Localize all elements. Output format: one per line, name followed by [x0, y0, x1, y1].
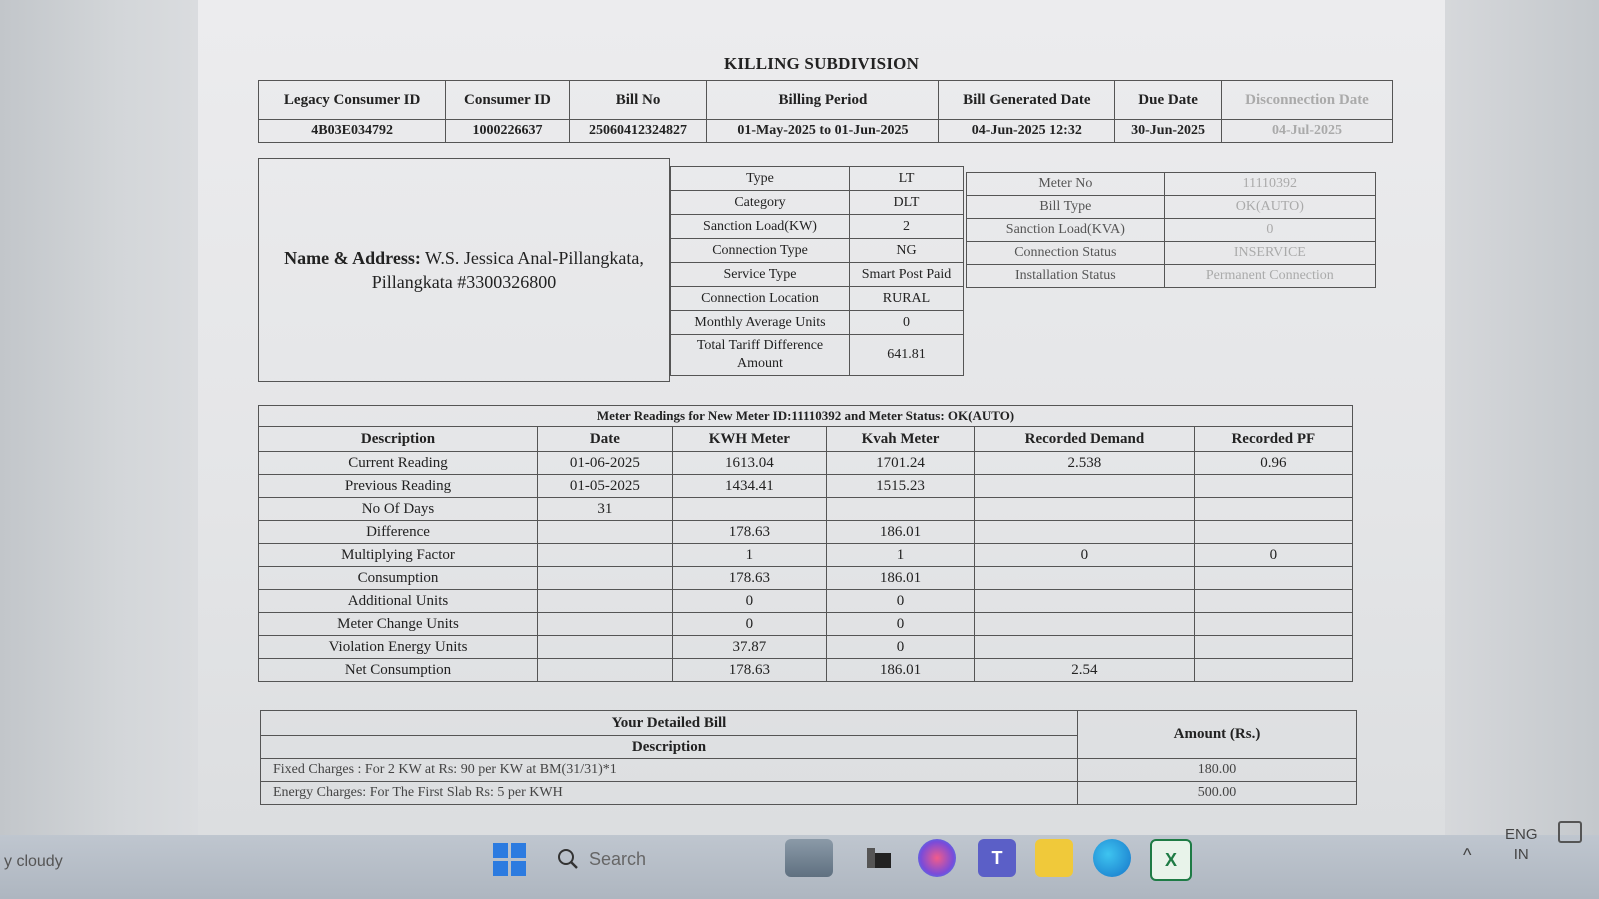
legacy-consumer-id: 4B03E034792: [259, 120, 446, 143]
meter-cell: [538, 613, 673, 636]
meter-row: [259, 590, 1353, 613]
meter-cell: 2.538: [975, 452, 1194, 475]
language-indicator[interactable]: [1505, 825, 1538, 865]
name-address-label: Name & Address:: [284, 248, 421, 268]
col-disconnection-date: Disconnection Date: [1221, 81, 1392, 120]
left-background: [0, 0, 198, 835]
meter-cell: Violation Energy Units: [259, 636, 538, 659]
meter-cell: [1194, 590, 1352, 613]
meter-cell: [1194, 659, 1352, 682]
description-header: Description: [261, 736, 1078, 759]
meter-info-label: Meter No: [967, 173, 1165, 196]
edge-icon[interactable]: [1093, 839, 1131, 877]
meter-cell: [826, 498, 974, 521]
info-label: Connection Type: [671, 239, 850, 263]
connection-info-table: [670, 166, 964, 376]
meter-cell: 186.01: [826, 659, 974, 682]
meter-cell: Net Consumption: [259, 659, 538, 682]
bill-generated-date: 04-Jun-2025 12:32: [939, 120, 1115, 143]
meter-cell: Previous Reading: [259, 475, 538, 498]
meter-info-value: OK(AUTO): [1164, 196, 1375, 219]
meter-cell: 1434.41: [672, 475, 826, 498]
meter-cell: [1194, 498, 1352, 521]
meter-cell: [1194, 613, 1352, 636]
col-bill-generated-date: Bill Generated Date: [939, 81, 1115, 120]
meter-cell: [975, 475, 1194, 498]
meter-row: [259, 521, 1353, 544]
meter-cell: [975, 567, 1194, 590]
meter-cell: 0: [672, 590, 826, 613]
info-value: DLT: [850, 191, 964, 215]
name-address-line2: Pillangkata #3300326800: [371, 272, 557, 292]
bill-header-table: [258, 80, 1393, 143]
consumer-id: 1000226637: [446, 120, 569, 143]
name-address-box: [258, 158, 670, 382]
meter-col-date: Date: [538, 427, 673, 452]
info-label: Sanction Load(KW): [671, 215, 850, 239]
meter-cell: 1701.24: [826, 452, 974, 475]
taskbar: [0, 826, 1599, 899]
meter-cell: Multiplying Factor: [259, 544, 538, 567]
meter-row: [259, 475, 1353, 498]
info-label: Category: [671, 191, 850, 215]
info-value: LT: [850, 167, 964, 191]
meter-cell: [538, 567, 673, 590]
meter-info-label: Sanction Load(KVA): [967, 219, 1165, 242]
bill-line-description: Energy Charges: For The First Slab Rs: 5 per KWH: [261, 782, 1078, 805]
col-bill-no: Bill No: [569, 81, 707, 120]
info-value: 0: [850, 311, 964, 335]
info-value: 2: [850, 215, 964, 239]
meter-info-value: 11110392: [1164, 173, 1375, 196]
meter-info-label: Installation Status: [967, 265, 1165, 288]
show-hidden-icons-chevron-icon[interactable]: ^: [1463, 845, 1472, 865]
copilot-icon[interactable]: [918, 839, 956, 877]
meter-info-value: Permanent Connection: [1164, 265, 1375, 288]
language-label: ENG: [1505, 826, 1538, 843]
meter-col-description: Description: [259, 427, 538, 452]
windows-start-icon[interactable]: [493, 843, 527, 877]
billing-period: 01-May-2025 to 01-Jun-2025: [707, 120, 939, 143]
meter-info-value: 0: [1164, 219, 1375, 242]
meter-row: [259, 498, 1353, 521]
meter-cell: 2.54: [975, 659, 1194, 682]
meter-cell: Difference: [259, 521, 538, 544]
meter-cell: 01-05-2025: [538, 475, 673, 498]
bill-line-description: Fixed Charges : For 2 KW at Rs: 90 per KW at BM(31/31)*1: [261, 759, 1078, 782]
meter-row: [259, 636, 1353, 659]
bill-line-amount: 180.00: [1078, 759, 1357, 782]
meter-cell: 178.63: [672, 521, 826, 544]
detailed-bill-table: [260, 710, 1357, 805]
doc-title: KILLING SUBDIVISION: [723, 54, 920, 73]
meter-cell: [975, 590, 1194, 613]
network-icon[interactable]: [1558, 821, 1582, 843]
meter-readings-body: [259, 452, 1353, 682]
meter-cell: [538, 659, 673, 682]
meter-cell: Current Reading: [259, 452, 538, 475]
meter-cell: [538, 544, 673, 567]
meter-cell: 178.63: [672, 567, 826, 590]
meter-cell: 0: [826, 613, 974, 636]
meter-cell: 0: [672, 613, 826, 636]
col-consumer-id: Consumer ID: [446, 81, 569, 120]
meter-cell: Consumption: [259, 567, 538, 590]
col-billing-period: Billing Period: [707, 81, 939, 120]
file-explorer-icon[interactable]: [1035, 839, 1073, 877]
meter-row: [259, 613, 1353, 636]
info-value: Smart Post Paid: [850, 263, 964, 287]
bill-no: 25060412324827: [569, 120, 707, 143]
bill-document: [198, 0, 1445, 835]
meter-cell: [975, 636, 1194, 659]
meter-info-value: INSERVICE: [1164, 242, 1375, 265]
meter-cell: [538, 636, 673, 659]
search-icon: [557, 848, 579, 870]
disconnection-date: 04-Jul-2025: [1221, 120, 1392, 143]
meter-cell: 31: [538, 498, 673, 521]
meter-cell: [538, 590, 673, 613]
meter-cell: [1194, 567, 1352, 590]
due-date: 30-Jun-2025: [1115, 120, 1222, 143]
info-label: Connection Location: [671, 287, 850, 311]
meter-row: [259, 544, 1353, 567]
meter-cell: 0: [826, 636, 974, 659]
bill-line-amount: 500.00: [1078, 782, 1357, 805]
taskbar-search[interactable]: [557, 841, 757, 877]
meter-col-recorded-pf: Recorded PF: [1194, 427, 1352, 452]
meter-cell: 186.01: [826, 521, 974, 544]
meter-cell: [975, 498, 1194, 521]
meter-cell: 1515.23: [826, 475, 974, 498]
meter-row: [259, 567, 1353, 590]
info-value: 641.81: [850, 335, 964, 376]
meter-cell: [1194, 636, 1352, 659]
info-label: Service Type: [671, 263, 850, 287]
weather-widget[interactable]: y cloudy: [4, 853, 63, 870]
meter-cell: 186.01: [826, 567, 974, 590]
detailed-bill-heading: Your Detailed Bill: [261, 711, 1078, 736]
right-background: [1445, 0, 1599, 835]
meter-col-kwh: KWH Meter: [672, 427, 826, 452]
meter-info-label: Connection Status: [967, 242, 1165, 265]
meter-cell: [975, 613, 1194, 636]
col-due-date: Due Date: [1115, 81, 1222, 120]
meter-cell: 178.63: [672, 659, 826, 682]
meter-readings-table: [258, 405, 1353, 682]
meter-cell: [1194, 521, 1352, 544]
meter-info-label: Bill Type: [967, 196, 1165, 219]
meter-row: [259, 659, 1353, 682]
excel-icon[interactable]: X: [1150, 839, 1192, 881]
search-placeholder: Search: [589, 848, 647, 869]
col-legacy-consumer-id: Legacy Consumer ID: [259, 81, 446, 120]
meter-cell: 01-06-2025: [538, 452, 673, 475]
meter-cell: [672, 498, 826, 521]
widgets-icon[interactable]: [785, 839, 833, 877]
info-label: Total Tariff Difference Amount: [671, 335, 850, 376]
meter-cell: 37.87: [672, 636, 826, 659]
meter-cell: 1: [672, 544, 826, 567]
meter-cell: 0: [975, 544, 1194, 567]
meter-cell: 0: [1194, 544, 1352, 567]
meter-cell: Additional Units: [259, 590, 538, 613]
meter-row: [259, 452, 1353, 475]
meter-cell: [1194, 475, 1352, 498]
meter-cell: [975, 521, 1194, 544]
name-address-line1: W.S. Jessica Anal-Pillangkata,: [425, 248, 644, 268]
meter-cell: Meter Change Units: [259, 613, 538, 636]
meter-cell: 1613.04: [672, 452, 826, 475]
region-label: IN: [1513, 846, 1529, 863]
info-label: Type: [671, 167, 850, 191]
meter-info-table: [966, 172, 1376, 288]
meter-col-recorded-demand: Recorded Demand: [975, 427, 1194, 452]
amount-header: Amount (Rs.): [1078, 711, 1357, 759]
meter-cell: 0.96: [1194, 452, 1352, 475]
meter-readings-caption: Meter Readings for New Meter ID:11110392 and Meter Status: OK(AUTO): [259, 406, 1353, 427]
info-value: RURAL: [850, 287, 964, 311]
meter-col-kvah: Kvah Meter: [826, 427, 974, 452]
info-label: Monthly Average Units: [671, 311, 850, 335]
meter-cell: 1: [826, 544, 974, 567]
teams-icon[interactable]: T: [978, 839, 1016, 877]
info-value: NG: [850, 239, 964, 263]
task-view-icon[interactable]: [860, 839, 898, 877]
meter-cell: [538, 521, 673, 544]
meter-cell: 0: [826, 590, 974, 613]
meter-cell: No Of Days: [259, 498, 538, 521]
